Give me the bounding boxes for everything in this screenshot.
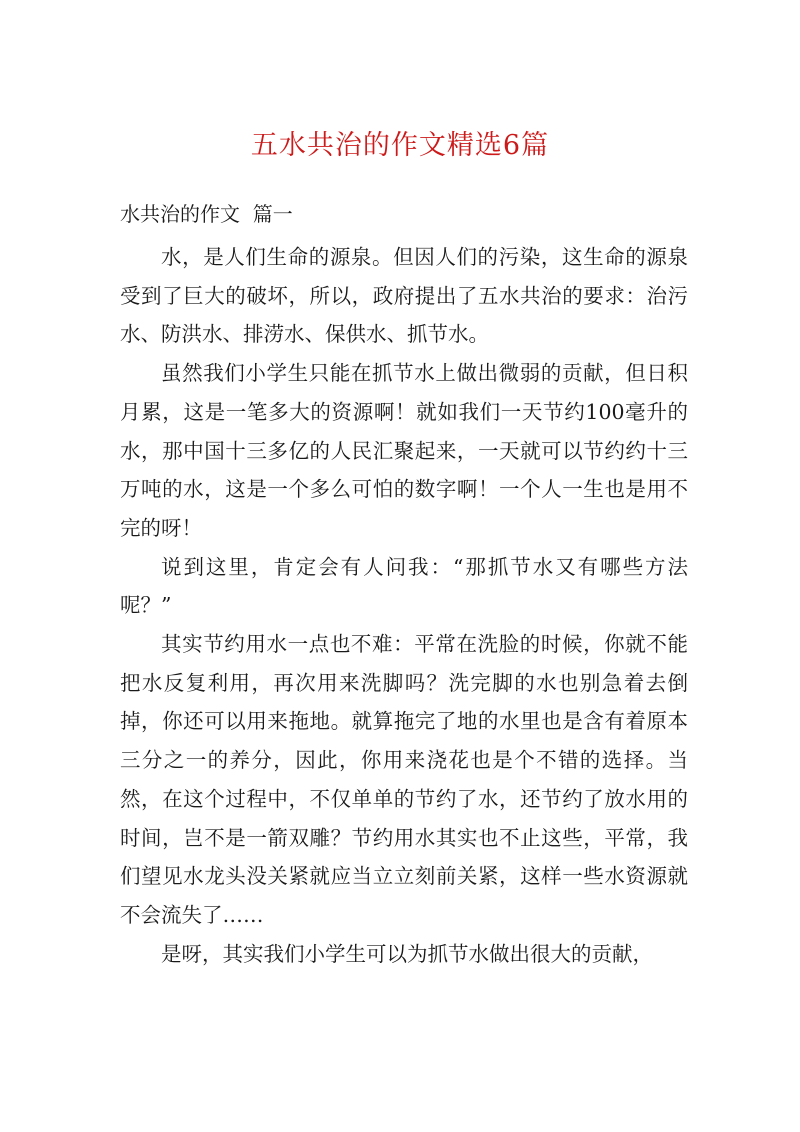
document-title: 五水共治的作文精选6篇	[250, 130, 550, 161]
paragraph-1: 水，是人们生命的源泉。但因人们的污染，这生命的源泉受到了巨大的破坏，所以，政府提出了五水共治的要求：治污水、防洪水、排涝水、保供水、抓节水。	[120, 245, 688, 347]
paragraph-5: 是呀，其实我们小学生可以为抓节水做出很大的贡献，	[161, 941, 653, 966]
article-body	[120, 238, 688, 973]
paragraph-2: 虽然我们小学生只能在抓节水上做出微弱的贡献，但日积月累，这是一笔多大的资源啊！就如我们一天节约100毫升的水，那中国十三多亿的人民汇聚起来，一天就可以节约约十三万吨的水，这是一个多么可怕的数字啊！一个人一生也是用不完的呀！	[120, 361, 688, 540]
paragraph-4: 其实节约用水一点也不难：平常在洗脸的时候，你就不能把水反复利用，再次用来洗脚吗？洗完脚的水也别急着去倒掉，你还可以用来拖地。就算拖完了地的水里也是含有着原本三分之一的养分，因此，你用来浇花也是个不错的选择。当然，在这个过程中，不仅单单的节约了水，还节约了放水用的时间，岂不是一箭双雕？节约用水其实也不止这些，平常，我们望见水龙头没关紧就应当立立刻前关紧，这样一些水资源就不会流失了……	[120, 632, 688, 927]
section-heading: 水共治的作文 篇一	[120, 202, 293, 226]
paragraph-3: 说到这里，肯定会有人问我：“那抓节水又有哪些方法呢？”	[120, 554, 688, 618]
